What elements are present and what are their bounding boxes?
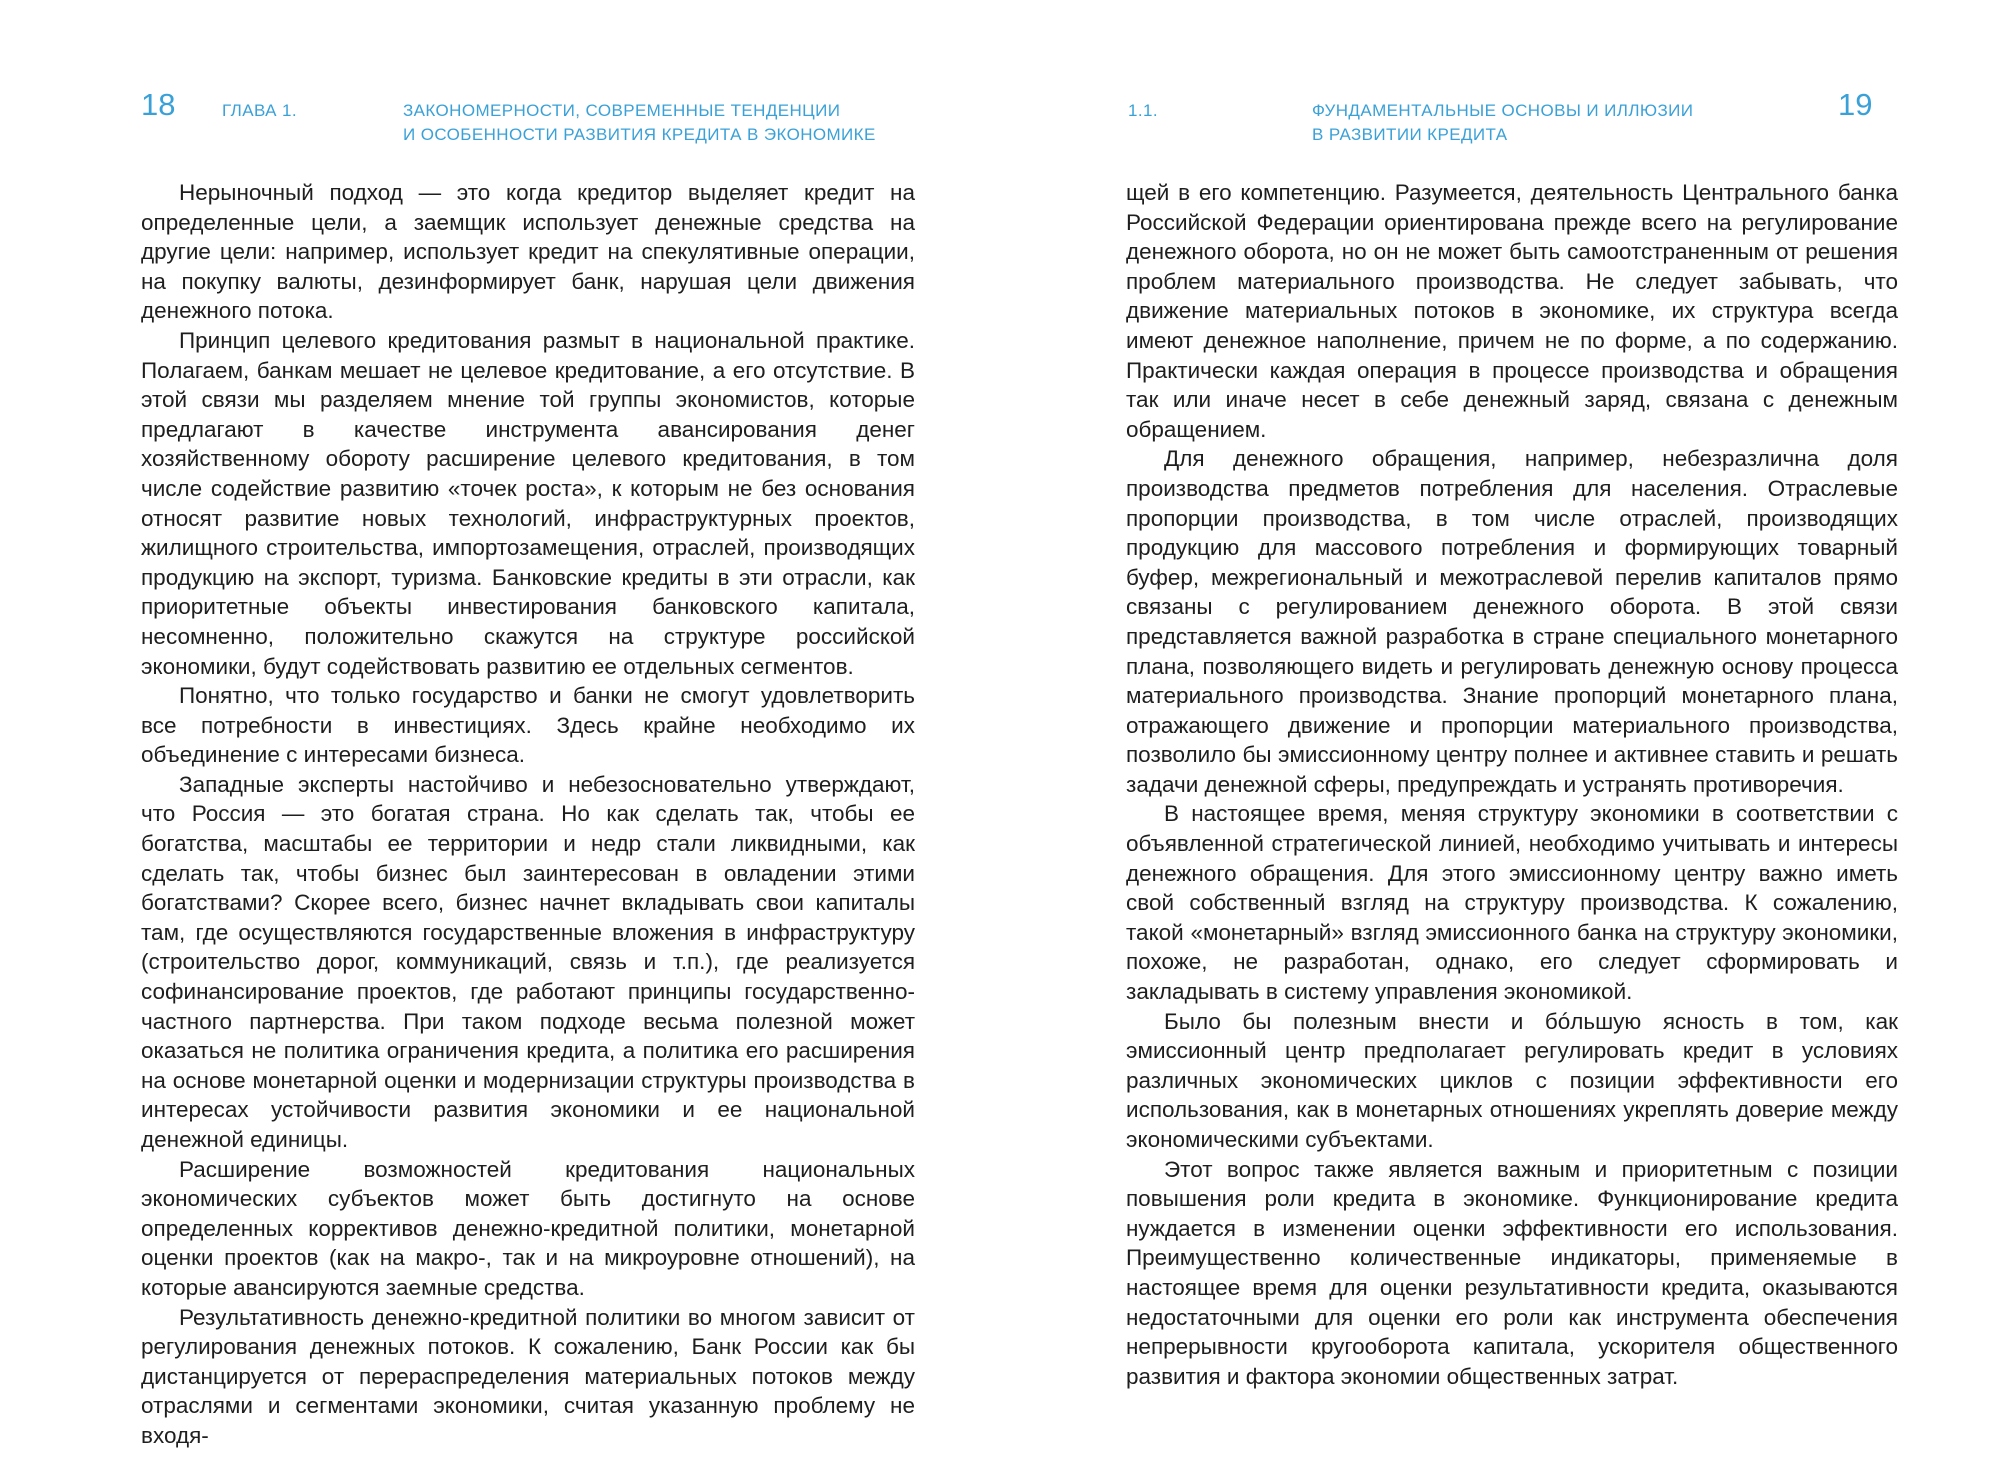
paragraph: Этот вопрос также является важным и приоритетным с позиции повышения роли кредита в экономике. Функционирование кредита нуждается в изменении оценки эффективности его использования. Преимущественно количественные индикаторы, применяемые в настоящее время для оценки результативности кредита, оказываются недостаточными для оценки его роли как инструмента обеспечения непрерывности кругооборота капитала, ускорителя общественного развития и фактора экономии общественных затрат. [1126,1156,1898,1389]
paragraph: Расширение возможностей кредитования национальных экономических субъектов может быть достигнуто на основе определенных коррективов денежно-кредитной политики, монетарной оценки проектов (как на макро-, так и на микроуровне отношений), на которые авансируются заемные средства. [141,1156,915,1300]
running-title-line: В РАЗВИТИИ КРЕДИТА [1312,125,1508,144]
body-text [1126,178,1898,1391]
section-label: 1.1. [1128,101,1158,120]
paragraph: Принцип целевого кредитования размыт в национальной практике. Полагаем, банкам мешает не целевое кредитование, а его отсутствие. В этой связи мы разделяем мнение той группы экономистов, которые предлагают в качестве инструмента авансирования денег хозяйственному обороту расширение целевого кредитования, в том числе содействие развитию «точек роста», к которым не без основания относят развитие новых технологий, инфраструктурных проектов, жилищного строительства, импортозамещения, отраслей, производящих продукцию на экспорт, туризма. Банковские кредиты в эти отрасли, как приоритетные объекты инвестирования банковского капитала, несомненно, положительно скажутся на структуре российской экономики, будут содействовать развитию ее отдельных сегментов. [141,327,915,679]
running-title [403,99,876,147]
paragraph: В настоящее время, меняя структуру экономики в соответствии с объявленной стратегической линией, необходимо учитывать и интересы денежного обращения. Для этого эмиссионному центру важно иметь свой собственный взгляд на структуру производства. К сожалению, такой «монетарный» взгляд эмиссионного банка на структуру экономики, похоже, не разработан, однако, его следует сформировать и закладывать в систему управления экономикой. [1126,801,1898,1005]
paragraph: Было бы полезным внести и бóльшую ясность в том, как эмиссионный центр предполагает регулировать кредит в условиях различных экономических циклов с позиции эффективности его использования, как в монетарных отношениях укреплять доверие между экономическими субъектами. [1126,1008,1898,1152]
paragraph: Западные эксперты настойчиво и небезосновательно утверждают, что Россия — это богатая страна. Но как сделать так, чтобы ее богатства, масштабы ее территории и недр стали ликвидными, как сделать так, чтобы бизнес был заинтересован в овладении этими богатствами? Скорее всего, бизнес начнет вкладывать свои капиталы там, где осуществляются государственные вложения в инфраструктуру (строительство дорог, коммуникаций, связь и т.п.), где реализуется софинансирование проектов, где работают принципы государственно-частного партнерства. При таком подходе весьма полезной может оказаться не политика ограничения кредита, а политика его расширения на основе монетарной оценки и модернизации структуры производства в интересах устойчивости развития экономики и ее национальной денежной единицы. [141,771,915,1152]
paragraph: Результативность денежно-кредитной политики во многом зависит от регулирования денежных потоков. К сожалению, Банк России как бы дистанцируется от перераспределения материальных потоков между отраслями и сегментами экономики, считая указанную проблему не входя- [141,1304,915,1448]
page-number: 19 [1838,87,1873,122]
right-page [1000,0,2000,1477]
body-text [141,178,915,1451]
running-title [1312,99,1693,147]
running-title-line: ЗАКОНОМЕРНОСТИ, СОВРЕМЕННЫЕ ТЕНДЕНЦИИ [403,101,841,120]
chapter-label: ГЛАВА 1. [222,101,297,120]
paragraph: Понятно, что только государство и банки не смогут удовлетворить все потребности в инвестициях. Здесь крайне необходимо их объединение с интересами бизнеса. [141,683,915,768]
paragraph: Нерыночный подход — это когда кредитор выделяет кредит на определенные цели, а заемщик использует денежные средства на другие цели: например, использует кредит на спекулятивные операции, на покупку валюты, дезинформирует банк, нарушая цели движения денежного потока. [141,180,915,324]
paragraph: Для денежного обращения, например, небезразлична доля производства предметов потребления для населения. Отраслевые пропорции производства, в том числе отраслей, производящих продукцию для массового потребления и формирующих товарный буфер, межрегиональный и межотраслевой перелив капиталов прямо связаны с регулированием денежного оборота. В этой связи представляется важной разработка в стране специального монетарного плана, позволяющего видеть и регулировать денежную основу процесса материального производства. Знание пропорций монетарного плана, отражающего движение и пропорции материального производства, позволило бы эмиссионному центру полнее и активнее ставить и решать задачи денежной сферы, предупреждать и устранять противоречия. [1126,446,1898,797]
paragraph: щей в его компетенцию. Разумеется, деятельность Центрального банка Российской Федерации ориентирована прежде всего на регулирование денежного оборота, но он не может быть самоотстраненным от решения проблем материального производства. Не следует забывать, что движение материальных потоков в экономике, их структура всегда имеют денежное наполнение, причем не по форме, а по содержанию. Практически каждая операция в процессе производства и обращения так или иначе несет в себе денежный заряд, связана с денежным обращением. [1126,180,1898,442]
page-number: 18 [141,87,176,122]
running-title-line: ФУНДАМЕНТАЛЬНЫЕ ОСНОВЫ И ИЛЛЮЗИИ [1312,101,1694,120]
running-title-line: И ОСОБЕННОСТИ РАЗВИТИЯ КРЕДИТА В ЭКОНОМИКЕ [403,125,876,144]
